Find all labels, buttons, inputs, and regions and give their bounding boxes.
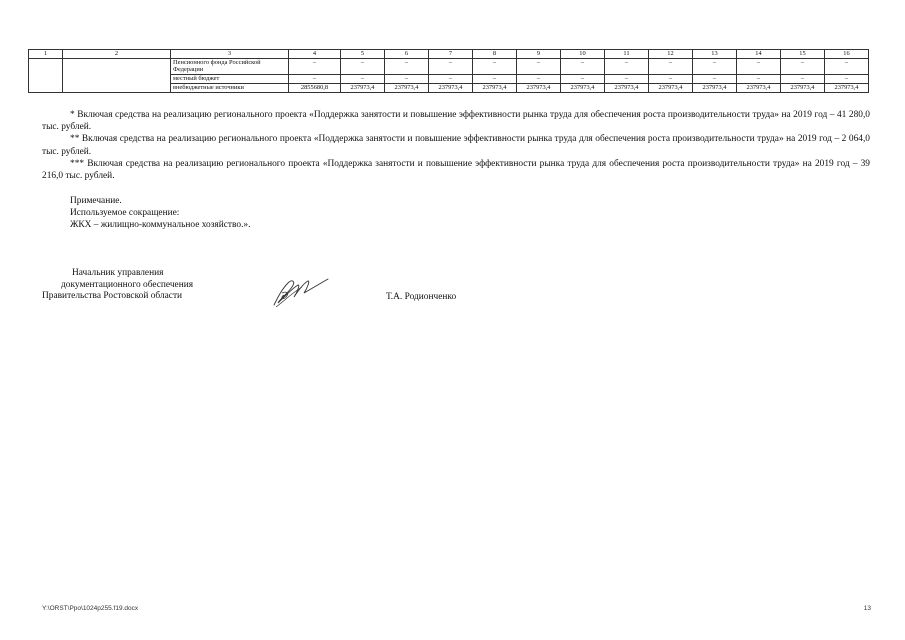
table-cell: – <box>737 59 781 75</box>
column-number: 9 <box>517 50 561 59</box>
column-number: 10 <box>561 50 605 59</box>
table-cell: – <box>289 75 341 84</box>
column-number: 7 <box>429 50 473 59</box>
column-number: 3 <box>171 50 289 59</box>
column-number: 2 <box>63 50 171 59</box>
column-number: 4 <box>289 50 341 59</box>
table-cell: – <box>341 59 385 75</box>
table-cell: – <box>693 75 737 84</box>
table-cell: – <box>605 75 649 84</box>
table-header-row <box>29 50 869 59</box>
table-cell: – <box>517 59 561 75</box>
table-cell: 2855680,8 <box>289 84 341 93</box>
table-cell: 237973,4 <box>605 84 649 93</box>
remarks-block <box>70 195 250 232</box>
note-title: Примечание. <box>70 196 122 206</box>
table-cell: – <box>605 59 649 75</box>
footnote-3: *** Включая средства на реализацию регионального проекта «Поддержка занятости и повышение эффективности рынка труда для обеспечения роста производительности труда» на 2019 год – 39 216,0 тыс. рублей. <box>42 158 870 182</box>
footnotes <box>42 109 870 182</box>
table-cell: 237973,4 <box>781 84 825 93</box>
signatory-line-3: Правительства Ростовской области <box>42 291 183 302</box>
column-number: 15 <box>781 50 825 59</box>
table-cell: 237973,4 <box>737 84 781 93</box>
signatory-line-1: Начальник управления <box>72 268 164 278</box>
table-cell: – <box>825 75 869 84</box>
column-number: 1 <box>29 50 63 59</box>
table-cell: – <box>473 75 517 84</box>
column-number: 14 <box>737 50 781 59</box>
empty-cell <box>63 59 171 93</box>
table-cell: – <box>289 59 341 75</box>
footnote-2: ** Включая средства на реализацию регионального проекта «Поддержка занятости и повышение эффективности рынка труда для обеспечения роста производительности труда» на 2019 год – 2 064,0 тыс. рублей. <box>42 134 870 157</box>
table-cell: 237973,4 <box>429 84 473 93</box>
table-row <box>29 59 869 75</box>
funding-source: местный бюджет <box>171 75 289 84</box>
abbreviation-item: ЖКХ – жилищно-коммунальное хозяйство.». <box>70 220 251 231</box>
signatory-title <box>42 268 193 303</box>
page-number: 13 <box>863 605 871 612</box>
table-cell: – <box>649 59 693 75</box>
column-number: 13 <box>693 50 737 59</box>
column-number: 5 <box>341 50 385 59</box>
table-cell: – <box>385 59 429 75</box>
document-path: Y:\ORST\Ppo\1024p255.f19.docx <box>42 605 139 612</box>
signatory-line-2: документационного обеспечения <box>61 279 194 290</box>
column-number: 16 <box>825 50 869 59</box>
empty-cell <box>29 59 63 93</box>
table-cell: – <box>473 59 517 75</box>
table-cell: 237973,4 <box>341 84 385 93</box>
table-cell: 237973,4 <box>693 84 737 93</box>
funding-source: внебюджетные источники <box>171 84 289 93</box>
table-cell: – <box>693 59 737 75</box>
table-cell: – <box>561 75 605 84</box>
table-cell: 237973,4 <box>473 84 517 93</box>
signer-name: Т.А. Родионченко <box>386 292 457 302</box>
column-number: 12 <box>649 50 693 59</box>
table-cell: – <box>649 75 693 84</box>
table-cell: – <box>517 75 561 84</box>
footnote-1: * Включая средства на реализацию регионального проекта «Поддержка занятости и повышение эффективности рынка труда для обеспечения роста производительности труда» на 2019 год – 41 280,0 тыс. рублей. <box>42 110 870 133</box>
table-cell: – <box>429 75 473 84</box>
budget-table <box>28 49 869 93</box>
handwritten-signature <box>268 275 330 311</box>
table-cell: – <box>385 75 429 84</box>
table-cell: – <box>825 59 869 75</box>
table-cell: 237973,4 <box>385 84 429 93</box>
table-cell: – <box>781 59 825 75</box>
table-cell: 237973,4 <box>561 84 605 93</box>
table-cell: – <box>429 59 473 75</box>
table-cell: – <box>737 75 781 84</box>
column-number: 11 <box>605 50 649 59</box>
column-number: 8 <box>473 50 517 59</box>
table-cell: – <box>341 75 385 84</box>
table-cell: – <box>781 75 825 84</box>
funding-source: Пенсионного фонда Российской Федерации <box>171 59 289 75</box>
table-cell: 237973,4 <box>825 84 869 93</box>
table-cell: 237973,4 <box>649 84 693 93</box>
abbreviation-title: Используемое сокращение: <box>70 208 180 219</box>
table-cell: – <box>561 59 605 75</box>
column-number: 6 <box>385 50 429 59</box>
table-cell: 237973,4 <box>517 84 561 93</box>
